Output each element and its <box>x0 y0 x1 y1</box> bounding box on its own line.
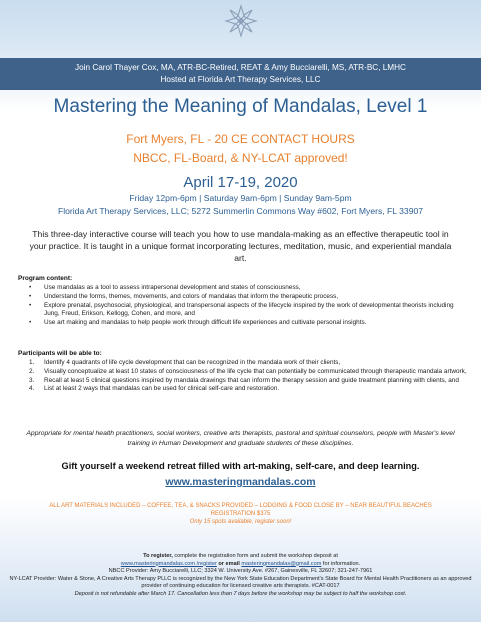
materials-info <box>20 502 461 526</box>
gift-tagline: Gift yourself a weekend retreat filled with art-making, self-care, and deep learning. <box>61 461 420 471</box>
participants-heading: Participants will be able to: <box>18 350 102 357</box>
register-line: To register, complete the registration form and submit the workshop deposit at <box>143 553 338 559</box>
program-list <box>18 284 468 328</box>
bullet-icon: • <box>29 292 32 300</box>
email-link[interactable]: masteringmandalas@gmail.com <box>241 560 322 567</box>
list-item: • Use mandalas as a tool to assess intrapersonal development and states of consciousness, <box>29 284 301 291</box>
bullet-icon: • <box>29 284 32 291</box>
list-item: 3. Recall at least 5 clinical questions inspired by mandala drawings that can inform the therapy session and guide treatment planning with clients, and <box>29 376 459 384</box>
event-date: April 17-19, 2020 <box>183 174 298 191</box>
list-item: • Explore prenatal, psychosocial, physiological, and transpersonal aspects of the lifecycle inspired by the work of developmental theorists including Jung, Freud, Erikson, Kellogg, Cohen, and more, and <box>29 301 454 318</box>
course-intro: This three-day interactive course will teach you how to use mandala-making as an effective therapeutic tool in your practice. It is taught in a unique format incorporating lectures, meditation, music, and experiential mandala art. <box>29 229 452 263</box>
register-link[interactable]: www.masteringmandalas.com /register <box>120 560 217 567</box>
participants-list <box>18 359 468 394</box>
materials-included: ALL ART MATERIALS INCLUDED – COFFEE, TEA, & SNACKS PROVIDED – LODGING & FOOD CLOSE BY – NEAR BEAUTIFUL BEACHES <box>49 503 432 509</box>
list-item: 2. Visually conceptualize at least 10 states of consciousness of the life cycle that can potentially be communicated through therapeutic mandala artwork, <box>29 367 467 375</box>
bullet-icon: • <box>29 319 32 327</box>
approval-line: NBCC, FL-Board, & NY-LCAT approved! <box>133 151 348 165</box>
event-venue: Florida Art Therapy Services, LLC; 5272 Summerlin Commons Way #602, Fort Myers, FL 33907 <box>57 206 424 216</box>
list-item: • Use art making and mandalas to help people work through difficult life experiences and cultivate personal insights. <box>29 319 367 327</box>
deposit-policy: Deposit is not refundable after March 17. Cancellation less than 7 days before the workshop may be subject to half the workshop cost. <box>74 590 407 597</box>
audience-note: Appropriate for mental health practitioners, social workers, creative arts therapists, pastoral and spiritual counselors, people with Master's level training in Human Development and graduate students of these disciplines. <box>26 430 455 447</box>
banner-presenters: Join Carol Thayer Cox, MA, ATR-BC-Retired, REAT & Amy Bucciarelli, MS, ATR-BC, LMHC <box>75 63 406 72</box>
banner-host: Hosted at Florida Art Therapy Services, LLC <box>160 75 321 84</box>
list-item: • Understand the forms, themes, movements, and colors of mandalas that inform the therapeutic process, <box>29 292 339 300</box>
spots-note: Only 15 spots available, register soon! <box>189 519 292 525</box>
website-link[interactable]: www.masteringmandalas.com <box>165 476 316 488</box>
register-links: www.masteringmandalas.com /register or email masteringmandalas@gmail.com for information. <box>120 560 361 567</box>
nbcc-provider: NBCC Provider: Amy Bucciarelli, LLC; 3324 W. University Ave. #267, Gainesville, FL 32607; 321-247-7961 <box>108 568 373 575</box>
bullet-icon: • <box>29 301 32 309</box>
presenter-banner <box>0 58 481 90</box>
program-heading: Program content: <box>18 275 73 282</box>
registration-price: REGISTRATION $375 <box>210 511 271 517</box>
location-hours: Fort Myers, FL - 20 CE CONTACT HOURS <box>126 132 355 146</box>
event-times: Friday 12pm-6pm | Saturday 9am-6pm | Sunday 9am-5pm <box>129 193 352 203</box>
nylcat-provider: NY-LCAT Provider: Water & Stone, A Creative Arts Therapy PLLC is recognized by the New York State Education Department's State Board for Mental Health Practitioners as an approved provider of continuing education for licensed creative arts therapists. #CAT-0017 <box>9 575 472 590</box>
list-item: 4. List at least 2 ways that mandalas can be used for clinical self-care and restoration. <box>29 385 280 393</box>
page-title: Mastering the Meaning of Mandalas, Level 1 <box>53 96 428 117</box>
mandala-logo-icon <box>224 4 258 38</box>
registration-footer <box>6 553 475 599</box>
list-item: 1. Identify 4 quadrants of life cycle development that can be recognized in the mandala work of their clients, <box>29 359 341 366</box>
